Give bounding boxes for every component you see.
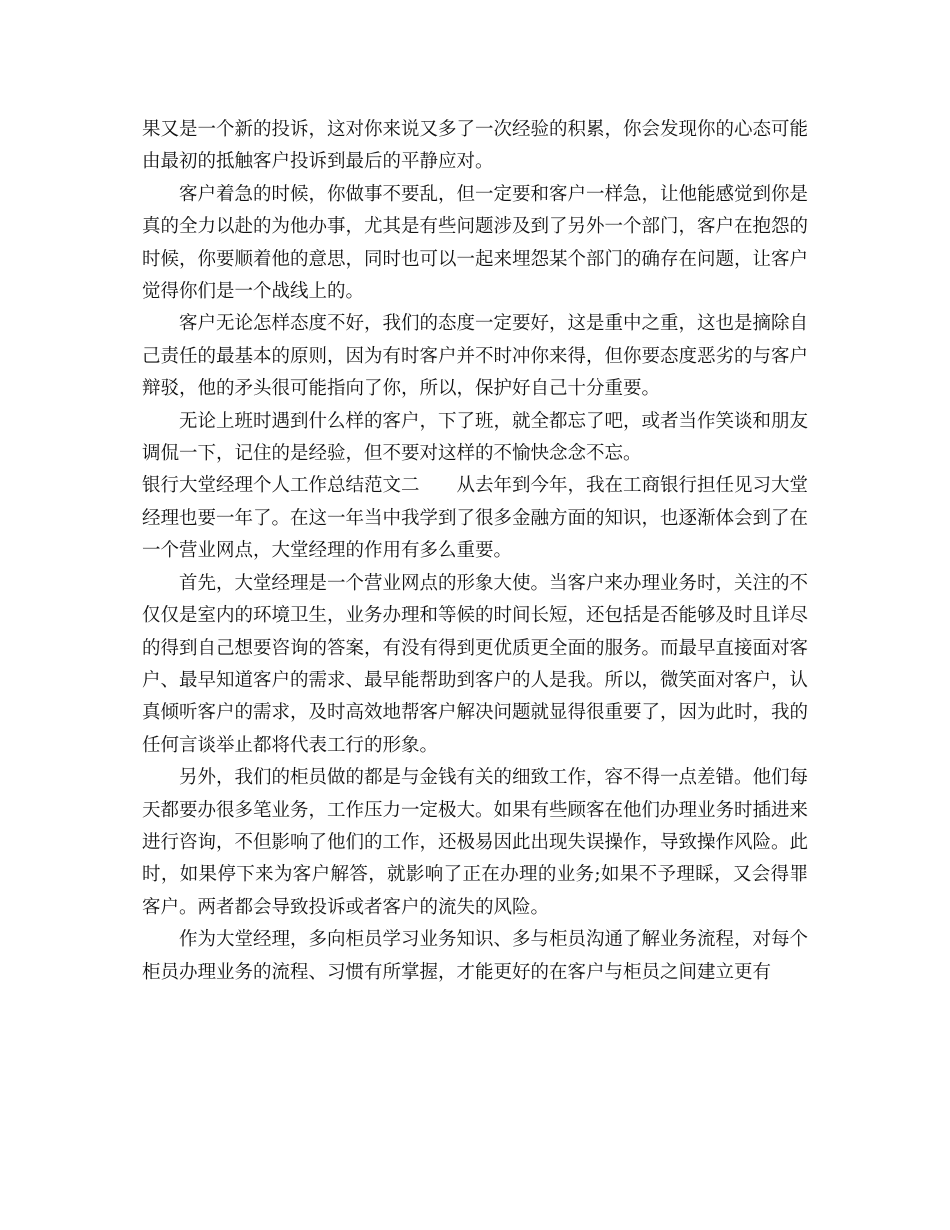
paragraph-2: 客户着急的时候，你做事不要乱，但一定要和客户一样急，让他能感觉到你是真的全力以赴的为他办事，尤其是有些问题涉及到了另外一个部门，客户在抱怨的时候，你要顺着他的意思，同时也可以一起来埋怨某个部门的确存在问题，让客户觉得你们是一个战线上的。 xyxy=(142,183,809,303)
document-body xyxy=(142,114,808,989)
paragraph-4: 无论上班时遇到什么样的客户，下了班，就全都忘了吧，或者当作笑谈和朋友调侃一下，记住的是经验，但不要对这样的不愉快念念不忘。 xyxy=(142,410,809,465)
paragraph-3: 客户无论怎样态度不好，我们的态度一定要好，这是重中之重，这也是摘除自己责任的最基本的原则，因为有时客户并不时冲你来得，但你要态度恶劣的与客户辩驳，他的矛头很可能指向了你，所以，保护好自己十分重要。 xyxy=(142,313,809,400)
paragraph-5-section-title: 银行大堂经理个人工作总结范文二 从去年到今年，我在工商银行担任见习大堂经理也要一年了。在这一年当中我学到了很多金融方面的知识，也逐渐体会到了在一个营业网点，大堂经理的作用有多么重要。 xyxy=(142,475,809,562)
paragraph-7: 另外，我们的柜员做的都是与金钱有关的细致工作，容不得一点差错。他们每天都要办很多笔业务，工作压力一定极大。如果有些顾客在他们办理业务时插进来进行咨询，不但影响了他们的工作，还极易因此出现失误操作，导致操作风险。此时，如果停下来为客户解答，就影响了正在办理的业务;如果不予理睬，又会得罪客户。两者都会导致投诉或者客户的流失的风险。 xyxy=(142,767,809,918)
paragraph-6: 首先，大堂经理是一个营业网点的形象大使。当客户来办理业务时，关注的不仅仅是室内的环境卫生，业务办理和等候的时间长短，还包括是否能够及时且详尽的得到自己想要咨询的答案，有没有得到更优质更全面的服务。而最早直接面对客户、最早知道客户的需求、最早能帮助到客户的人是我。所以，微笑面对客户，认真倾听客户的需求，及时高效地帮客户解决问题就显得很重要了，因为此时，我的任何言谈举止都将代表工行的形象。 xyxy=(142,572,809,756)
paragraph-8: 作为大堂经理，多向柜员学习业务知识、多与柜员沟通了解业务流程，对每个柜员办理业务的流程、习惯有所掌握，才能更好的在客户与柜员之间建立更有 xyxy=(142,929,809,983)
paragraph-1: 果又是一个新的投诉，这对你来说又多了一次经验的积累，你会发现你的心态可能由最初的抵触客户投诉到最后的平静应对。 xyxy=(142,119,809,173)
